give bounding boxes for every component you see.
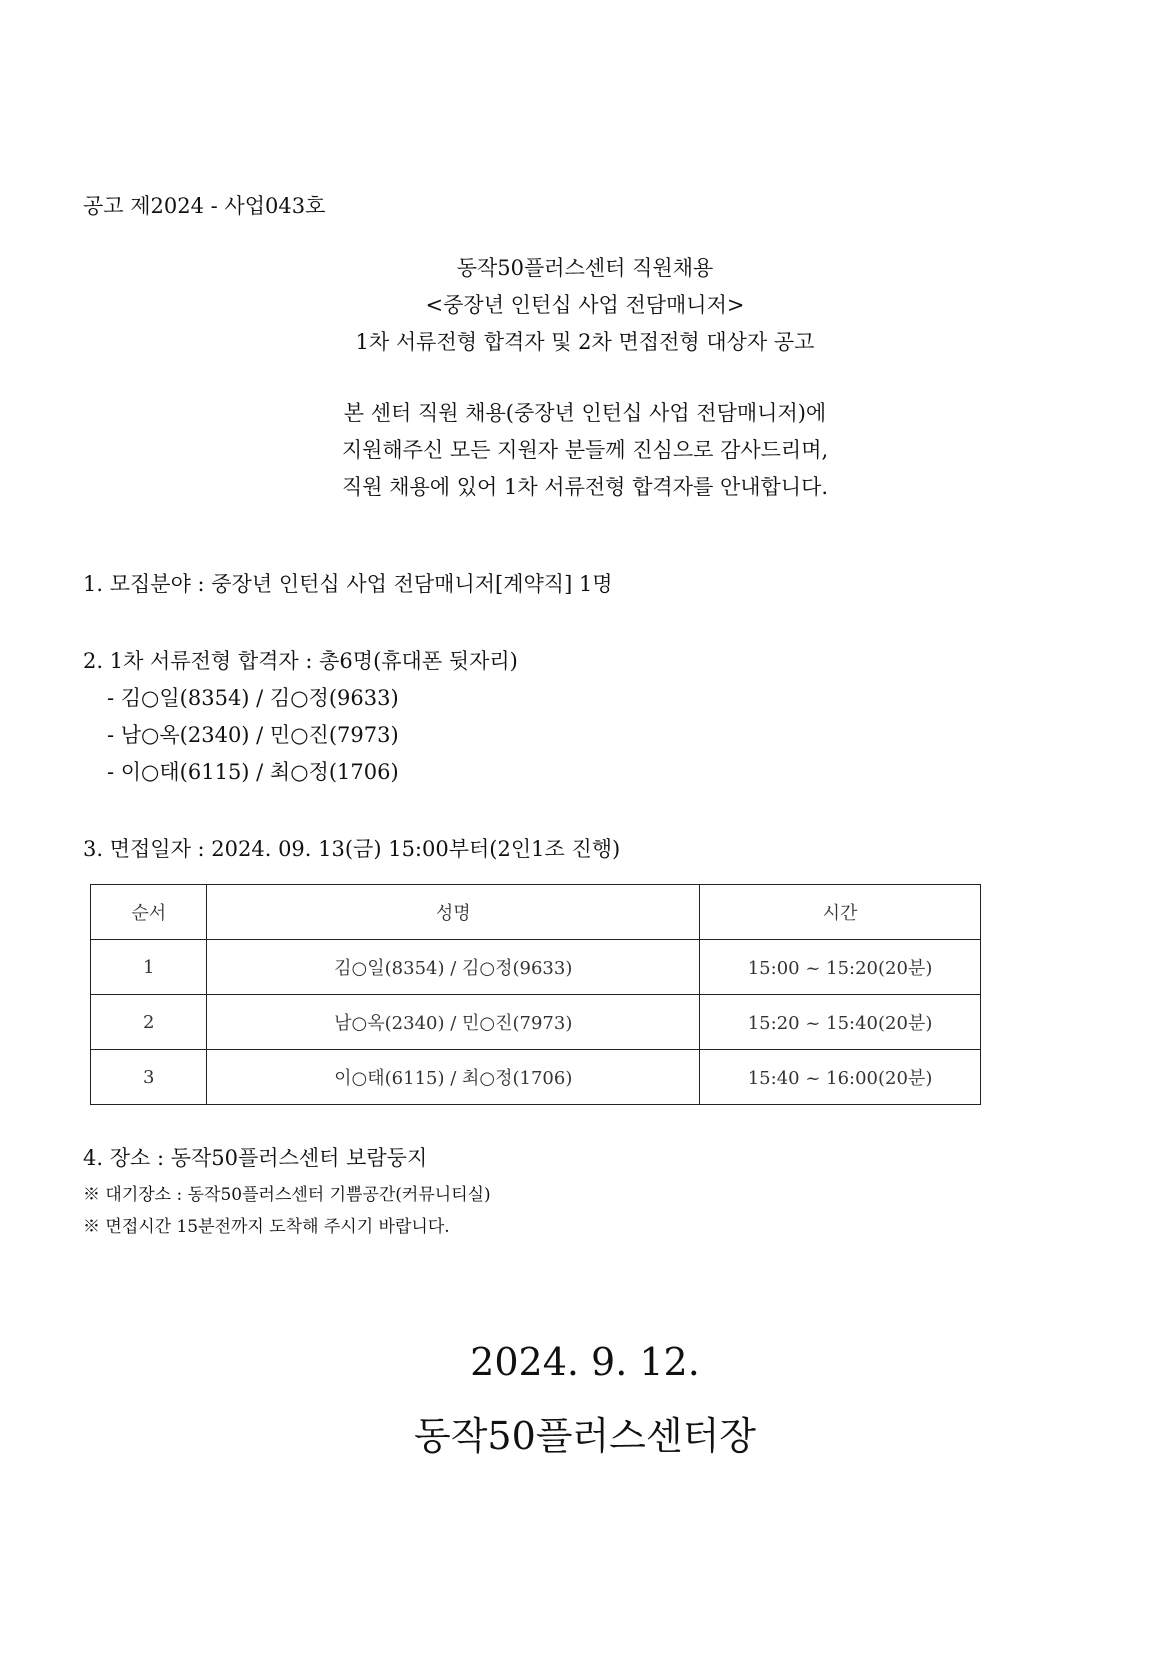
header-name: 성명: [207, 885, 700, 940]
section-location: 4. 장소 : 동작50플러스센터 보람둥지: [83, 1146, 428, 1170]
cell-order: 3: [91, 1050, 207, 1105]
cell-order: 2: [91, 995, 207, 1050]
intro-line-3: 직원 채용에 있어 1차 서류전형 합격자를 안내합니다.: [341, 475, 829, 499]
arrival-note: ※ 면접시간 15분전까지 도착해 주시기 바랍니다.: [83, 1217, 450, 1237]
header-order: 순서: [91, 885, 207, 940]
cell-name: 김○일(8354) / 김○정(9633): [207, 940, 700, 995]
cell-time: 15:40 ~ 16:00(20분): [700, 1050, 981, 1105]
waiting-place-note: ※ 대기장소 : 동작50플러스센터 기쁨공간(커뮤니티실): [83, 1185, 491, 1205]
issuer-name: 동작50플러스센터장: [413, 1414, 757, 1458]
title-line-2: <중장년 인턴십 사업 전담매니저>: [425, 293, 745, 317]
title-line-3: 1차 서류전형 합격자 및 2차 면접전형 대상자 공고: [355, 330, 815, 354]
notice-number: 공고 제2024 - 사업043호: [83, 194, 326, 218]
cell-time: 15:00 ~ 15:20(20분): [700, 940, 981, 995]
passer-line: - 김○일(8354) / 김○정(9633): [107, 686, 399, 710]
cell-name: 이○태(6115) / 최○정(1706): [207, 1050, 700, 1105]
header-time: 시간: [700, 885, 981, 940]
passer-line: - 남○옥(2340) / 민○진(7973): [107, 723, 399, 747]
table-row: [91, 1050, 981, 1105]
section-interview-date: 3. 면접일자 : 2024. 09. 13(금) 15:00부터(2인1조 진행): [83, 837, 621, 861]
section-passers-heading: 2. 1차 서류전형 합격자 : 총6명(휴대폰 뒷자리): [83, 649, 518, 673]
intro-line-2: 지원해주신 모든 지원자 분들께 진심으로 감사드리며,: [341, 438, 829, 462]
cell-order: 1: [91, 940, 207, 995]
cell-name: 남○옥(2340) / 민○진(7973): [207, 995, 700, 1050]
section-recruitment: 1. 모집분야 : 중장년 인턴십 사업 전담매니저[계약직] 1명: [83, 572, 613, 596]
intro-paragraph: [0, 395, 1170, 506]
document-title: [0, 250, 1170, 361]
passer-line: - 이○태(6115) / 최○정(1706): [107, 760, 399, 784]
interview-schedule-table: [90, 884, 981, 1105]
table-row: [91, 995, 981, 1050]
title-line-1: 동작50플러스센터 직원채용: [456, 256, 714, 280]
intro-line-1: 본 센터 직원 채용(중장년 인턴십 사업 전담매니저)에: [343, 401, 827, 425]
table-row: [91, 940, 981, 995]
table-header-row: [91, 885, 981, 940]
cell-time: 15:20 ~ 15:40(20분): [700, 995, 981, 1050]
issue-date: 2024. 9. 12.: [470, 1340, 700, 1384]
